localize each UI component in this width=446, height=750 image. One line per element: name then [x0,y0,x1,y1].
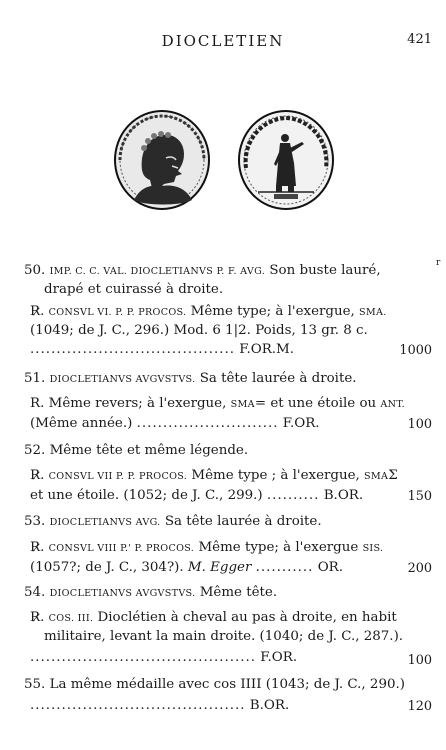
coin-illustrations [0,108,446,228]
legend-text: DIOCLETIANVS AVGVSTVS. [49,374,196,385]
leader-dots: ......................................... [30,698,246,713]
exergue-text: SIS. [362,543,384,554]
exergue-text: SMA. [359,307,387,318]
collector-name: M. Egger [187,560,252,575]
entry-51-line-3 [30,415,390,433]
value-text: 200 [407,561,432,576]
entry-52-line-1 [24,442,434,460]
entry-number: 53. [24,514,46,529]
value-text: 150 [407,489,432,504]
legend-text: DIOCLETIANVS AVGVSTVS. [49,588,196,599]
reverse-mark: R̷. [30,540,45,555]
legend-text: COS. III. [48,613,94,624]
grade-text: B.OR. [323,488,364,503]
entry-53-line-2 [30,539,434,558]
legend-text: CONSVL VII P. P. PROCOS. [48,471,188,482]
leader-dots: .......... [266,488,320,503]
legend-text: IMP. C. C. VAL. DIOCLETIANVS P. F. AVG. [49,266,266,277]
description-text: (1049; de J. C., 296.) Mod. 6 1|2. Poids, 13 gr. 8 c. [30,323,368,338]
value-text: 100 [407,653,432,668]
entry-53-line-1 [24,513,434,532]
description-text: militaire, levant la main droite. (1040; de J. C., 287.). [44,629,404,644]
entry-50-line-2 [44,281,434,299]
entry-number: 50. [24,263,46,278]
grade-text: F.OR.M. [239,342,295,357]
exergue-text: SMA [364,471,389,482]
description-text: Même type; à l'exergue, [190,304,355,319]
description-text: Sa tête laurée à droite. [164,514,322,529]
margin-mark: r [436,258,441,268]
entry-number: 52. [24,443,46,458]
reverse-mark: R̷. [30,610,45,625]
entry-54-line-2 [30,609,434,628]
coin-reverse-illustration [236,108,336,212]
entry-number: 55. [24,677,46,692]
description-text: Même tête. [199,585,278,600]
exergue-text: SMA [230,399,255,410]
entry-51-line-2 [30,395,434,414]
entry-50-line-3 [30,303,434,322]
description-text: La même médaille avec cos IIII (1043; de J. C., 290.) [49,677,405,692]
grade-text: OR. [317,560,344,575]
coin-obverse-illustration [112,108,212,212]
description-text: (Même année.) [30,416,133,431]
description-text: (1057?; de J. C., 304?). [30,560,184,575]
description-text: Même type; à l'exergue [198,540,359,555]
description-text: Son buste lauré, [269,263,381,278]
entry-50-line-4 [30,322,434,340]
leader-dots: ....................................... [30,342,236,357]
legend-text: CONSVL VI. P. P. PROCOS. [48,307,187,318]
leader-dots: ........... [255,560,314,575]
legend-text: CONSVL VIII P.' P. PROCOS. [48,543,195,554]
grade-text: B.OR. [249,698,290,713]
entry-51-line-1 [24,370,434,389]
description-text: = et une étoile ou [254,396,377,411]
legend-text: DIOCLETIANVS AVG. [49,517,161,528]
leader-dots: ........................... [136,416,279,431]
exergue-text: ANT. [380,399,405,410]
description-text: Même revers; à l'exergue, [48,396,227,411]
entry-52-line-3 [30,487,390,505]
description-text: Sa tête laurée à droite. [199,371,357,386]
grade-text: F.OR. [282,416,320,431]
entry-50-line-5 [30,341,390,359]
entry-54-line-1 [24,584,434,603]
description-text: Σ [388,468,398,483]
description-text: drapé et cuirassé à droite. [44,282,224,297]
value-text: 120 [407,699,432,714]
entry-52-line-2 [30,467,434,486]
description-text: et une étoile. (1052; de J. C., 299.) [30,488,263,503]
entry-54-line-4 [30,649,390,667]
value-text: 100 [407,417,432,432]
description-text: Dioclétien à cheval au pas à droite, en habit [97,610,397,625]
page-number: 421 [407,32,432,47]
value-text: 1000 [399,343,432,358]
leader-dots: ........................................... [30,650,257,665]
entry-50-line-1 [24,262,434,281]
reverse-mark: R̷. [30,468,45,483]
entry-54-line-3 [44,628,434,646]
entry-53-line-3 [30,559,390,577]
reverse-mark: R̷. [30,304,45,319]
entry-number: 51. [24,371,46,386]
description-text: Même tête et même légende. [49,443,249,458]
entry-55-line-1 [24,676,434,694]
entry-55-line-2 [30,697,390,715]
description-text: Même type ; à l'exergue, [191,468,360,483]
grade-text: F.OR. [260,650,298,665]
reverse-mark: R. [30,396,45,411]
running-title: DIOCLETIEN [161,32,285,50]
entry-number: 54. [24,585,46,600]
page-header [0,32,446,56]
